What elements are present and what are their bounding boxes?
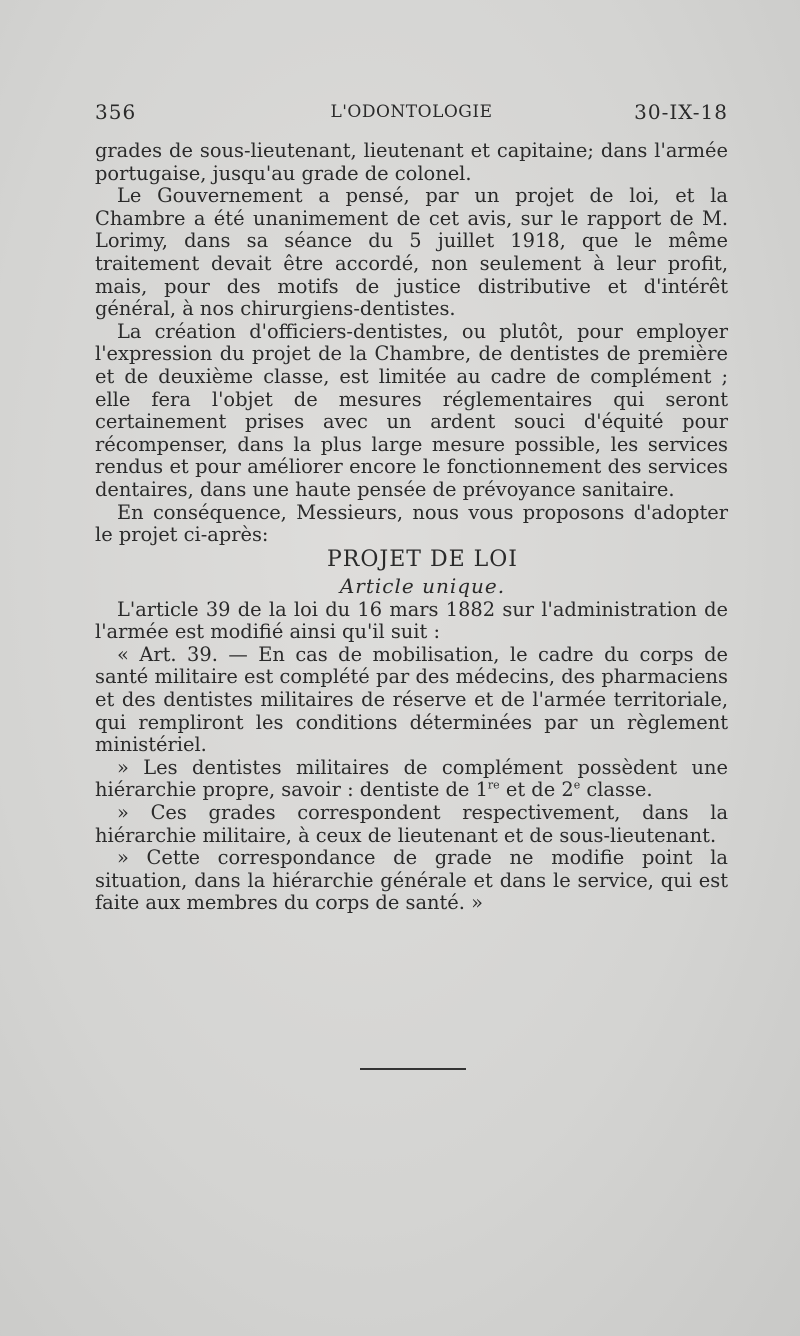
paragraph: En conséquence, Messieurs, nous vous proposons d'adopter le projet ci-après:: [95, 500, 728, 547]
article-body: [95, 140, 728, 915]
law-paragraph: « Art. 39. — En cas de mobilisation, le cadre du corps de santé militaire est complété par des médecins, des pharmaciens et des dentistes militaires de réserve et de l'armée territoriale, qui rempliront les conditions déterminées par un règlement ministériel.: [95, 642, 728, 757]
law-paragraph: [95, 757, 728, 802]
law-paragraph: » Cette correspondance de grade ne modifie point la situation, dans la hiérarchie générale et dans le service, qui est faite aux membres du corps de santé. »: [95, 846, 728, 915]
superscript: re: [487, 778, 500, 792]
paragraph: La création d'officiers-dentistes, ou plutôt, pour employer l'expression du projet de la Chambre, de dentistes de première et de deuxième classe, est limitée au cadre de complément ; elle fera l'objet de mesures réglementaires qui seront certainement prises avec un ardent souci d'équité pour récompenser, dans la plus large mesure possible, les services rendus et pour améliorer encore le fonctionnement des services dentaires, dans une haute pensée de prévoyance sanitaire.: [95, 319, 728, 501]
law-heading: PROJET DE LOI: [327, 546, 518, 572]
law-text: classe.: [580, 778, 653, 802]
law-text: » Les dentistes militaires de complément possèdent une hiérarchie propre, savoir : dentiste de 1: [95, 755, 728, 802]
section-divider: [360, 1068, 466, 1070]
law-subheading: Article unique.: [339, 573, 506, 598]
law-paragraph: » Ces grades correspondent respectivement, dans la hiérarchie militaire, à ceux de lieutenant et de sous-lieutenant.: [95, 801, 728, 847]
superscript: e: [573, 778, 581, 792]
law-text: et de 2: [499, 778, 574, 802]
running-header: [95, 100, 728, 130]
paragraph: Le Gouvernement a pensé, par un projet de loi, et la Chambre a été unanimement de cet avis, sur le rapport de M. Lorimy, dans sa séance du 5 juillet 1918, que le même traitement devait être accordé, non seulement à leur profit, mais, pour des motifs de justice distributive et d'intérêt général, à nos chirurgiens-dentistes.: [95, 184, 728, 321]
page-number: 356: [95, 100, 137, 124]
issue-date: 30-IX-18: [634, 100, 728, 124]
journal-title: L'ODONTOLOGIE: [330, 102, 493, 122]
paragraph: grades de sous-lieutenant, lieutenant et capitaine; dans l'armée portugaise, jusqu'au grade de colonel.: [95, 139, 728, 185]
law-paragraph: L'article 39 de la loi du 16 mars 1882 sur l'administration de l'armée est modifié ainsi qu'il suit :: [95, 597, 728, 644]
